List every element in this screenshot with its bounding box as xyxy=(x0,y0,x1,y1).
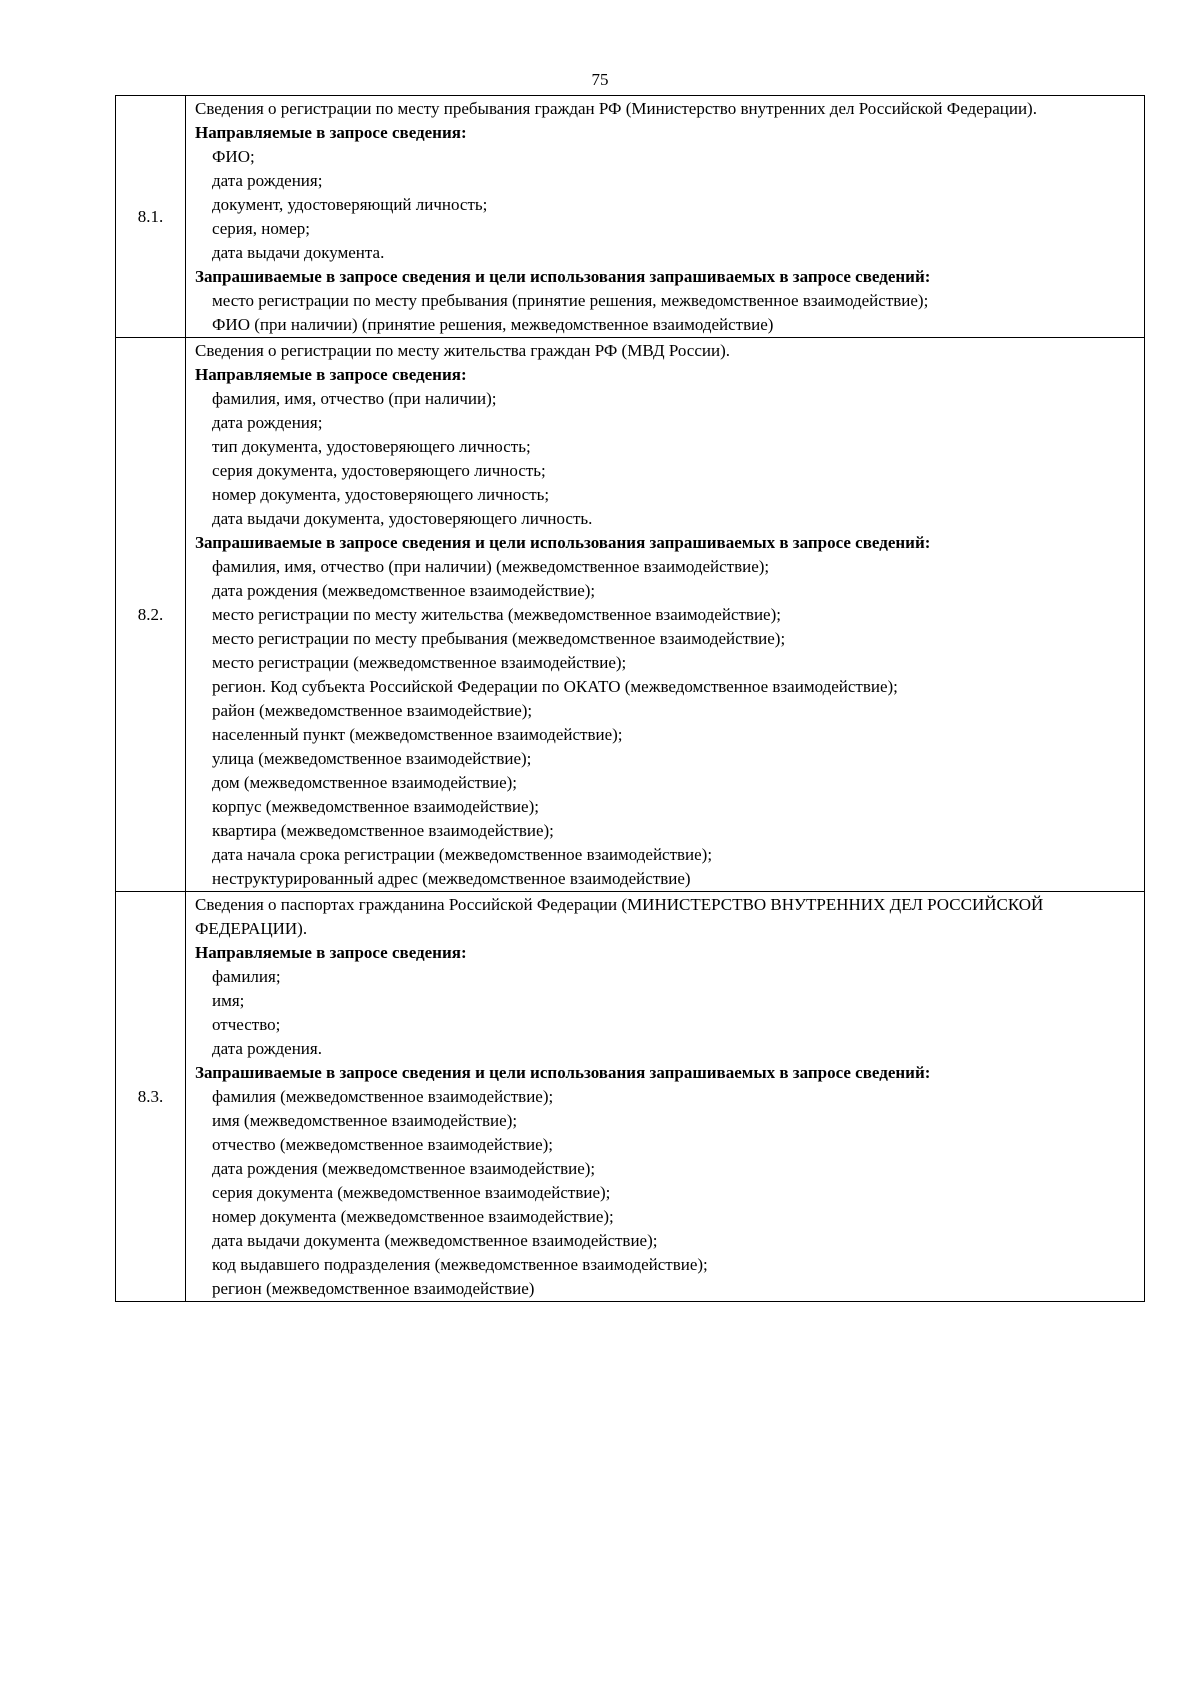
list-item: код выдавшего подразделения (межведомственное взаимодействие); xyxy=(212,1255,708,1274)
list-item: дом (межведомственное взаимодействие); xyxy=(212,773,517,792)
list-item: дата начала срока регистрации (межведомственное взаимодействие); xyxy=(212,845,713,864)
list-item: место регистрации по месту пребывания (межведомственное взаимодействие); xyxy=(212,629,786,648)
list-item: дата рождения; xyxy=(212,413,323,432)
list-item: имя (межведомственное взаимодействие); xyxy=(212,1111,518,1130)
section-title: Сведения о регистрации по месту пребывания граждан РФ (Министерство внутренних дел Российской Федерации). xyxy=(195,99,1037,118)
list-item: место регистрации (межведомственное взаимодействие); xyxy=(212,653,627,672)
section-title: Сведения о паспортах гражданина Российской Федерации (МИНИСТЕРСТВО ВНУТРЕННИХ ДЕЛ РОССИЙСКОЙ ФЕДЕРАЦИИ). xyxy=(195,895,1044,938)
list-item: номер документа (межведомственное взаимодействие); xyxy=(212,1207,614,1226)
list-item: серия документа (межведомственное взаимодействие); xyxy=(212,1183,611,1202)
list-item: дата выдачи документа, удостоверяющего личность. xyxy=(212,509,593,528)
table-row xyxy=(116,338,1145,892)
list-item: фамилия (межведомственное взаимодействие); xyxy=(212,1087,554,1106)
list-item: регион. Код субъекта Российской Федерации по ОКАТО (межведомственное взаимодействие); xyxy=(212,677,898,696)
section-number: 8.3. xyxy=(116,892,186,1302)
list-item: номер документа, удостоверяющего личность; xyxy=(212,485,550,504)
list-item: отчество; xyxy=(212,1015,281,1034)
list-item: фамилия, имя, отчество (при наличии) (межведомственное взаимодействие); xyxy=(212,557,770,576)
list-item: документ, удостоверяющий личность; xyxy=(212,195,488,214)
list-item: место регистрации по месту жительства (межведомственное взаимодействие); xyxy=(212,605,781,624)
list-item: отчество (межведомственное взаимодействие); xyxy=(212,1135,554,1154)
list-item: тип документа, удостоверяющего личность; xyxy=(212,437,531,456)
section-number: 8.2. xyxy=(116,338,186,892)
list-item: регион (межведомственное взаимодействие) xyxy=(212,1279,535,1298)
list-item: место регистрации по месту пребывания (принятие решения, межведомственное взаимодействие); xyxy=(212,291,929,310)
list-item: дата рождения. xyxy=(212,1039,322,1058)
list-item: дата рождения (межведомственное взаимодействие); xyxy=(212,581,596,600)
list-item: населенный пункт (межведомственное взаимодействие); xyxy=(212,725,623,744)
section-content xyxy=(186,96,1145,338)
section-heading: Запрашиваемые в запросе сведения и цели использования запрашиваемых в запросе сведений: xyxy=(195,533,931,552)
section-heading: Направляемые в запросе сведения: xyxy=(195,365,467,384)
section-heading: Запрашиваемые в запросе сведения и цели использования запрашиваемых в запросе сведений: xyxy=(195,267,931,286)
list-item: дата рождения; xyxy=(212,171,323,190)
section-content xyxy=(186,338,1145,892)
section-content xyxy=(186,892,1145,1302)
list-item: корпус (межведомственное взаимодействие); xyxy=(212,797,539,816)
list-item: район (межведомственное взаимодействие); xyxy=(212,701,533,720)
list-item: дата выдачи документа (межведомственное взаимодействие); xyxy=(212,1231,658,1250)
list-item: фамилия; xyxy=(212,967,281,986)
list-item: имя; xyxy=(212,991,245,1010)
requirements-table xyxy=(115,95,1145,1302)
table-row xyxy=(116,96,1145,338)
list-item: неструктурированный адрес (межведомственное взаимодействие) xyxy=(212,869,691,888)
list-item: дата выдачи документа. xyxy=(212,243,385,262)
table-body xyxy=(116,96,1145,1302)
page-number: 75 xyxy=(591,70,609,89)
list-item: улица (межведомственное взаимодействие); xyxy=(212,749,532,768)
section-heading: Направляемые в запросе сведения: xyxy=(195,123,467,142)
list-item: серия, номер; xyxy=(212,219,311,238)
table-row xyxy=(116,892,1145,1302)
list-item: ФИО (при наличии) (принятие решения, межведомственное взаимодействие) xyxy=(212,315,774,334)
section-heading: Направляемые в запросе сведения: xyxy=(195,943,467,962)
section-heading: Запрашиваемые в запросе сведения и цели использования запрашиваемых в запросе сведений: xyxy=(195,1063,931,1082)
list-item: серия документа, удостоверяющего личность; xyxy=(212,461,546,480)
section-title: Сведения о регистрации по месту жительства граждан РФ (МВД России). xyxy=(195,341,731,360)
list-item: дата рождения (межведомственное взаимодействие); xyxy=(212,1159,596,1178)
list-item: квартира (межведомственное взаимодействие); xyxy=(212,821,554,840)
list-item: ФИО; xyxy=(212,147,255,166)
section-number: 8.1. xyxy=(116,96,186,338)
list-item: фамилия, имя, отчество (при наличии); xyxy=(212,389,497,408)
